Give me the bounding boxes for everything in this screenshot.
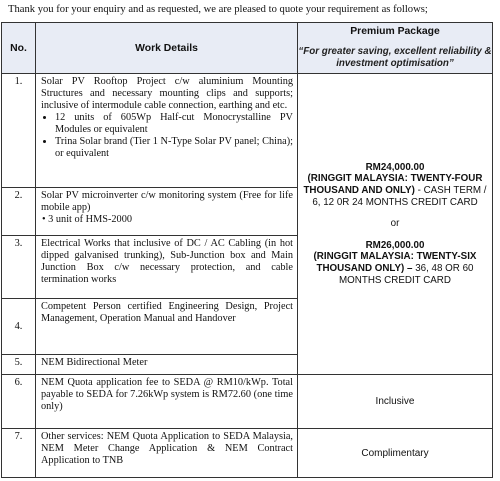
row-number: 5. — [2, 355, 36, 375]
header-premium-package — [298, 23, 493, 74]
row-details: Competent Person certified Engineering Design, Project Management, Operation Manual and Handover — [36, 299, 298, 355]
bullet-list — [41, 112, 293, 160]
status-inclusive: Inclusive — [298, 375, 493, 429]
row-number: 1. — [2, 74, 36, 188]
row-number: 2. — [2, 188, 36, 236]
row-text: Solar PV Rooftop Project c/w aluminium Mounting Structures and necessary mounting clips and supports; inclusive of intermodule cable connection, earthing and etc. — [41, 76, 293, 111]
option1-amount: RM24,000.00 — [365, 161, 425, 173]
row-number: 7. — [2, 429, 36, 478]
row-details — [36, 188, 298, 236]
option1-terms: - CASH TERM / 6, 12 0R 24 MONTHS CREDIT CARD — [312, 185, 487, 208]
table-row — [2, 375, 493, 429]
row-number: 3. — [2, 236, 36, 299]
row-details: NEM Bidirectional Meter — [36, 355, 298, 375]
list-item: • Trina Solar brand (Tier 1 N-Type Solar PV panel; China); or equivalent — [55, 136, 293, 160]
header-no: No. — [2, 23, 36, 74]
option2-words: (RINGGIT MALAYSIA: TWENTY-SIX THOUSAND ONLY) – — [313, 251, 477, 274]
row-number: 4. — [2, 299, 36, 355]
row-number: 6. — [2, 375, 36, 429]
package-tagline: “For greater saving, excellent reliability & investment optimisation” — [298, 46, 492, 69]
row-text: Solar PV microinverter c/w monitoring system (Free for life mobile app) — [41, 190, 293, 213]
status-complimentary: Complimentary — [298, 429, 493, 478]
row-details: Electrical Works that inclusive of DC / AC Cabling (in hot dipped galvanised trunking), Sub-Junction box and Main Junction Box c/w necessary protection, and cable termination works — [36, 236, 298, 299]
table-row — [2, 429, 493, 478]
header-row — [2, 23, 493, 74]
row-details: Other services: NEM Quota Application to SEDA Malaysia, NEM Meter Change Application & NEM Contract Application to TNB — [36, 429, 298, 478]
header-work-details: Work Details — [36, 23, 298, 74]
price-or: or — [390, 218, 400, 230]
table-row — [2, 74, 493, 188]
package-title: Premium Package — [350, 26, 440, 37]
list-item: • 12 units of 605Wp Half-cut Monocrystalline PV Modules or equivalent — [55, 112, 293, 136]
row-details — [36, 74, 298, 188]
intro-text: Thank you for your enquiry and as requested, we are pleased to quote your requirement as follows; — [8, 4, 428, 15]
price-cell — [298, 74, 493, 375]
row-subline: • 3 unit of HMS-2000 — [42, 214, 132, 225]
quotation-table — [1, 22, 493, 478]
option2-terms: 36, 48 OR 60 MONTHS CREDIT CARD — [339, 262, 474, 286]
option2-amount: RM26,000.00 — [365, 239, 425, 251]
row-details: NEM Quota application fee to SEDA @ RM10/kWp. Total payable to SEDA for 7.26kWp system is RM72.60 (one time only) — [36, 375, 298, 429]
option1-words: (RINGGIT MALAYSIA: TWENTY-FOUR THOUSAND AND ONLY) — [303, 173, 483, 197]
